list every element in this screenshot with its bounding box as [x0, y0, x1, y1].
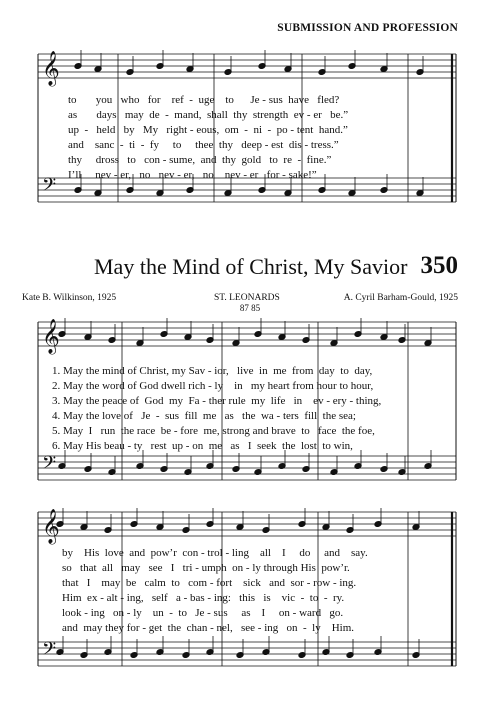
- lyric-line: thy dross to con - sume, and thy gold to re - fine.”: [68, 154, 332, 166]
- lyric-line: and may they for - get the chan - nel, see - ing on - ly Him.: [62, 622, 355, 634]
- hymn-title: May the Mind of Christ, My Savior: [94, 254, 408, 279]
- lyric-line: by His love and pow’r con - trol - ling all I do and say.: [62, 547, 368, 559]
- bass-clef-icon: 𝄢: [42, 639, 57, 664]
- lyric-line: 4. May the love of Je - sus fill me as the wa - ters fill the sea;: [52, 410, 356, 422]
- author-credit: Kate B. Wilkinson, 1925: [22, 293, 117, 303]
- lyric-line: 3. May the peace of God my Fa - ther rule my life in ev - ery - thing,: [52, 395, 382, 407]
- lyric-line: 6. May His beau - ty rest up - on me as I seek the lost to win,: [52, 440, 353, 452]
- section-title: SUBMISSION AND PROFESSION: [277, 22, 458, 34]
- treble-clef-icon: 𝄞: [42, 509, 60, 544]
- treble-clef-icon: 𝄞: [42, 51, 60, 86]
- meter: 87 85: [239, 303, 261, 313]
- lyric-line: 2. May the word of God dwell rich - ly in my heart from hour to hour,: [52, 380, 374, 392]
- lyric-line: 1. May the mind of Christ, my Sav - ior, live in me from day to day,: [52, 365, 373, 377]
- tune-name: ST. LEONARDS: [214, 293, 280, 303]
- bass-clef-icon: 𝄢: [42, 453, 57, 478]
- composer-credit: A. Cyril Barham-Gould, 1925: [343, 293, 458, 303]
- lyric-line: Him ex - alt - ing, self a - bas - ing: this is vic - to - ry.: [62, 592, 345, 604]
- lyric-line: that I may be calm to com - fort sick and sor - row - ing.: [62, 577, 357, 589]
- lyric-line: as days may de - mand, shall thy strength ev - er be.”: [68, 109, 349, 121]
- lyric-line: so that all may see I tri - umph on - ly through His pow’r.: [62, 562, 350, 574]
- lyric-line: to you who for ref - uge to Je - sus have fled?: [68, 94, 340, 106]
- bass-clef-icon: 𝄢: [42, 175, 57, 200]
- lyric-line: up - held by My right - eous, om - ni - po - tent hand.”: [68, 124, 348, 136]
- lyric-line: I’ll nev - er, no nev - er, no nev - er for - sake!”: [68, 169, 317, 181]
- hymn-number: 350: [420, 252, 458, 279]
- lyric-line: and sanc - ti - fy to thee thy deep - est dis - tress.”: [68, 139, 339, 151]
- lyric-line: 5. May I run the race be - fore me, strong and brave to face the foe,: [52, 425, 375, 437]
- treble-clef-icon: 𝄞: [42, 319, 60, 354]
- lyric-line: look - ing on - ly un - to Je - sus as I on - ward go.: [62, 607, 344, 619]
